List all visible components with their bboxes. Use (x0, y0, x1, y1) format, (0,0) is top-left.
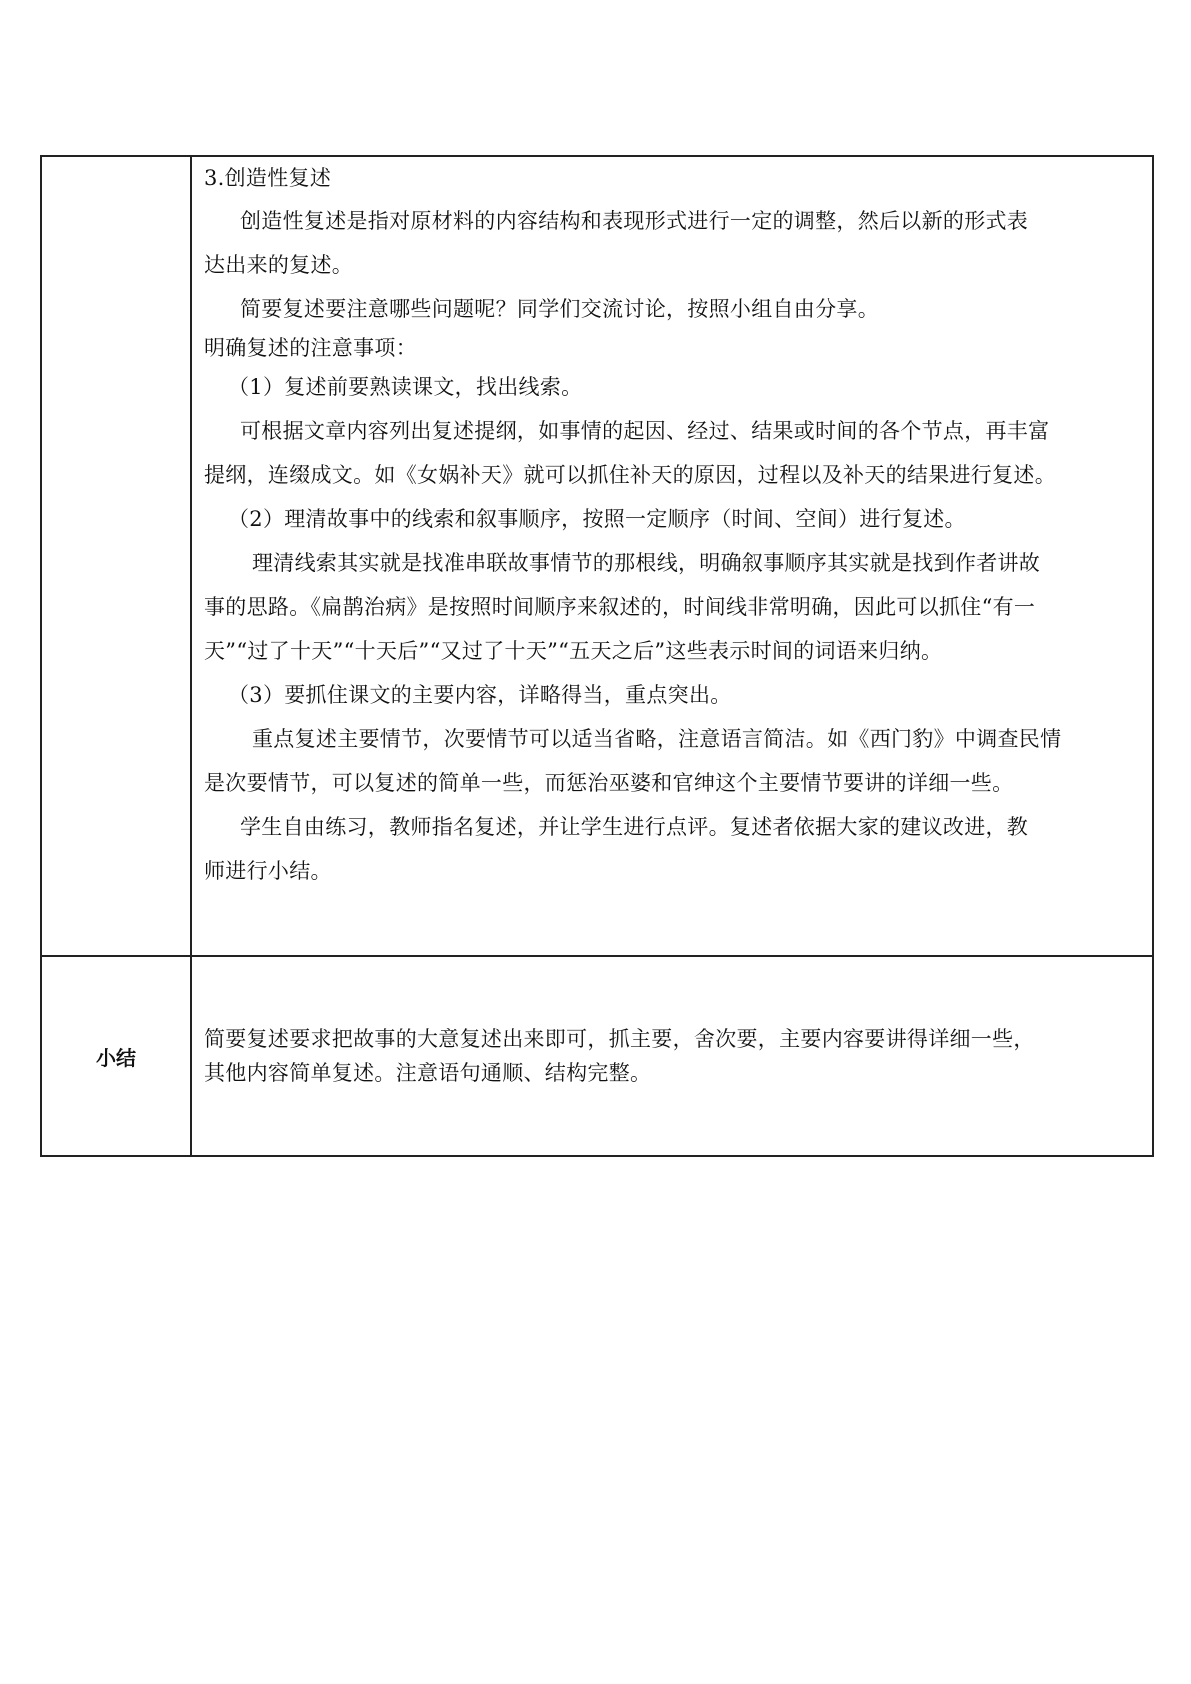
paragraph-line: 学生自由练习，教师指名复述，并让学生进行点评。复述者依据大家的建议改进，教 (240, 815, 1029, 839)
list-item: （2）理清故事中的线索和叙事顺序，按照一定顺序（时间、空间）进行复述。 (228, 507, 966, 531)
paragraph-line: 提纲，连缀成文。如《女娲补天》就可以抓住补天的原因，过程以及补天的结果进行复述。 (204, 463, 1056, 487)
content-row (41, 156, 1153, 956)
section-heading: 3.创造性复述 (204, 166, 332, 190)
paragraph-line: 重点复述主要情节，次要情节可以适当省略，注意语言简洁。如《西门豹》中调查民情 (252, 727, 1062, 751)
summary-line: 简要复述要求把故事的大意复述出来即可，抓主要，舍次要，主要内容要讲得详细一些， (204, 1027, 1035, 1051)
summary-label-cell (41, 956, 191, 1156)
empty-label-cell (41, 156, 191, 956)
lesson-table (40, 155, 1154, 1157)
list-item: （3）要抓住课文的主要内容，详略得当，重点突出。 (228, 683, 732, 707)
summary-line: 其他内容简单复述。注意语句通顺、结构完整。 (204, 1061, 652, 1085)
paragraph-line: 简要复述要注意哪些问题呢？同学们交流讨论，按照小组自由分享。 (240, 297, 879, 321)
paragraph-line: 可根据文章内容列出复述提纲，如事情的起因、经过、结果或时间的各个节点，再丰富 (240, 419, 1050, 443)
summary-text-cell (191, 956, 1153, 1156)
paragraph-line: 达出来的复述。 (204, 253, 354, 277)
summary-label: 小结 (96, 1045, 136, 1070)
content-cell (191, 156, 1153, 956)
summary-row (41, 956, 1153, 1156)
paragraph-line: 明确复述的注意事项： (204, 336, 417, 360)
paragraph-line: 事的思路。《扁鹊治病》是按照时间顺序来叙述的，时间线非常明确，因此可以抓住“有一 (204, 595, 1036, 619)
paragraph-line: 天”“过了十天”“十天后”“又过了十天”“五天之后”这些表示时间的词语来归纳。 (204, 639, 943, 663)
paragraph-line: 是次要情节，可以复述的简单一些，而惩治巫婆和官绅这个主要情节要讲的详细一些。 (204, 771, 1014, 795)
list-item: （1）复述前要熟读课文，找出线索。 (228, 375, 583, 399)
paragraph-line: 理清线索其实就是找准串联故事情节的那根线，明确叙事顺序其实就是找到作者讲故 (252, 551, 1041, 575)
paragraph-line: 师进行小结。 (204, 859, 332, 883)
paragraph-line: 创造性复述是指对原材料的内容结构和表现形式进行一定的调整，然后以新的形式表 (240, 209, 1029, 233)
